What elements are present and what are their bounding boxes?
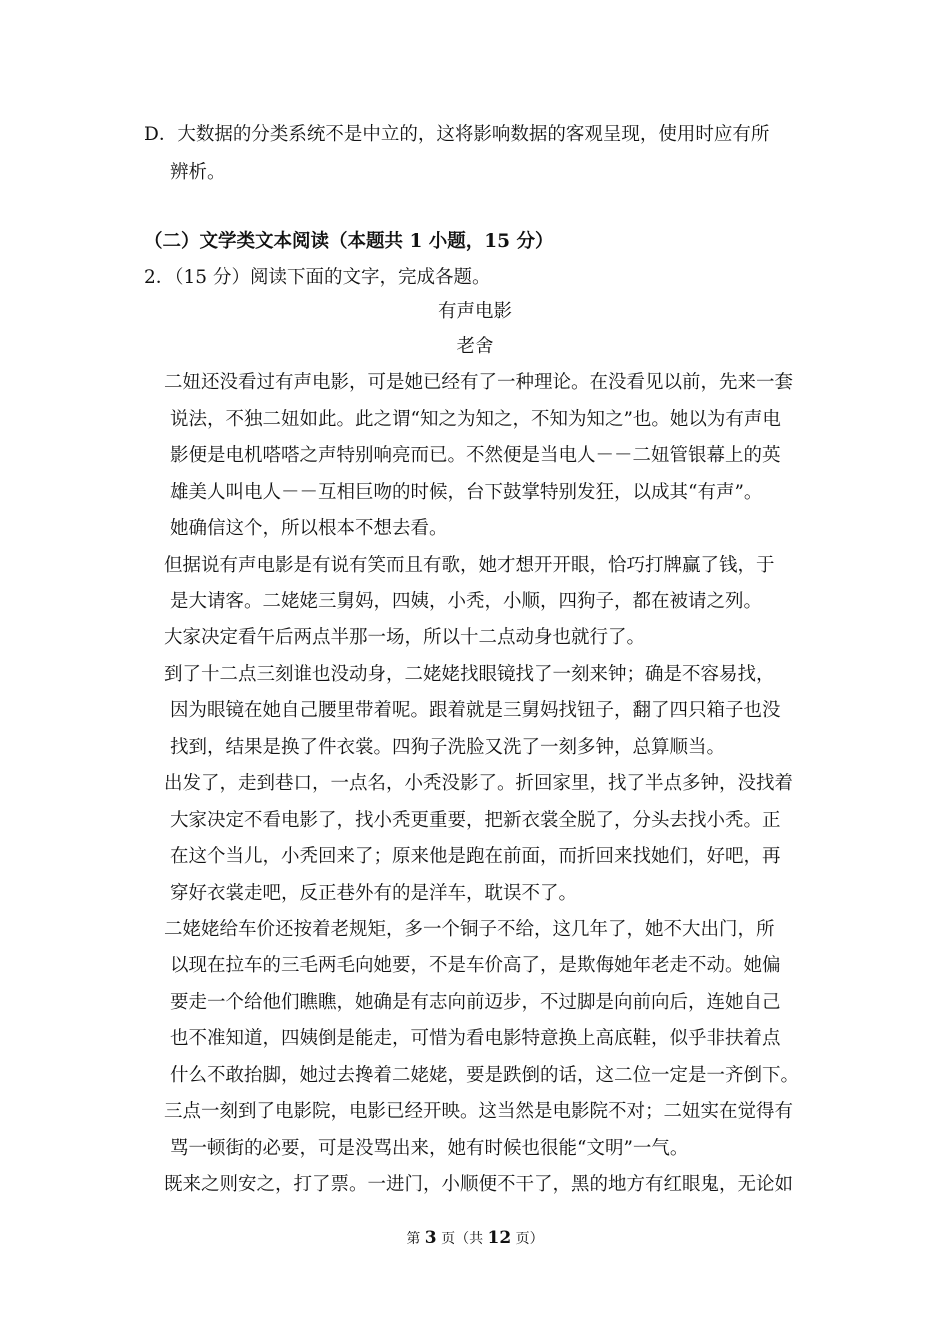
story-line: 既来之则安之，打了票。一进门，小顺便不干了，黑的地方有红眼鬼，无论如 xyxy=(164,1174,794,1195)
story-line: 要走一个给他们瞧瞧，她确是有志向前迈步，不过脚是向前向后，连她自己 xyxy=(170,992,781,1013)
story-line: 但据说有声电影是有说有笑而且有歌，她才想开开眼，恰巧打牌赢了钱，于 xyxy=(164,555,775,576)
footer-mid: 页（共 xyxy=(441,1231,484,1247)
story-line: 她确信这个，所以根本不想去看。 xyxy=(170,518,448,539)
story-line: 是大请客。二姥姥三舅妈，四姨，小秃，小顺，四狗子，都在被请之列。 xyxy=(170,591,763,612)
story-line: 因为眼镜在她自己腰里带着呢。跟着就是三舅妈找钮子，翻了四只箱子也没 xyxy=(170,700,781,721)
story-title: 有声电影 xyxy=(437,301,512,322)
story-line: 雄美人叫电人－－互相巨吻的时候，台下鼓掌特别发狂，以成其“有声”。 xyxy=(170,482,763,503)
story-line: 在这个当儿，小秃回来了；原来他是跑在前面，而折回来找她们，好吧，再 xyxy=(170,846,781,867)
footer-prefix: 第 xyxy=(406,1231,421,1247)
story-line: 二姥姥给车价还按着老规矩，多一个铜子不给，这几年了，她不大出门，所 xyxy=(164,919,775,940)
page-number: 3 xyxy=(424,1228,437,1248)
story-line: 什么不敢抬脚，她过去搀着二姥姥，要是跌倒的话，这二位一定是一齐倒下。 xyxy=(170,1065,800,1086)
option-d-line-1: D．大数据的分类系统不是中立的，这将影响数据的客观呈现，使用时应有所 xyxy=(144,124,770,145)
story-line: 出发了，走到巷口，一点名，小秃没影了。折回家里，找了半点多钟，没找着 xyxy=(164,773,794,794)
section-heading: （二）文学类文本阅读（本题共 1 小题，15 分） xyxy=(144,231,554,252)
story-line: 以现在拉车的三毛两毛向她要，不是车价高了，是欺侮她年老走不动。她偏 xyxy=(170,955,781,976)
story-line: 骂一顿街的必要，可是没骂出来，她有时候也很能“文明”一气。 xyxy=(170,1138,689,1159)
question-stem: 2．（15 分）阅读下面的文字，完成各题。 xyxy=(144,267,491,288)
story-line: 穿好衣裳走吧，反正巷外有的是洋车，耽误不了。 xyxy=(170,883,578,904)
page-footer xyxy=(0,1228,950,1249)
story-line: 影便是电机嗒嗒之声特别响亮而已。不然便是当电人－－二妞管银幕上的英 xyxy=(170,445,781,466)
story-line: 二妞还没看过有声电影，可是她已经有了一种理论。在没看见以前，先来一套 xyxy=(164,372,794,393)
story-line: 也不准知道，四姨倒是能走，可惜为看电影特意换上高底鞋，似乎非扶着点 xyxy=(170,1028,781,1049)
story-line: 找到，结果是换了件衣裳。四狗子洗脸又洗了一刻多钟，总算顺当。 xyxy=(170,737,726,758)
story-line: 说法，不独二妞如此。此之谓“知之为知之，不知为知之”也。她以为有声电 xyxy=(170,409,781,430)
story-line: 大家决定看午后两点半那一场，所以十二点动身也就行了。 xyxy=(164,627,646,648)
story-line: 大家决定不看电影了，找小秃更重要，把新衣裳全脱了，分头去找小秃。正 xyxy=(170,810,781,831)
story-author: 老舍 xyxy=(456,336,494,357)
story-line: 三点一刻到了电影院，电影已经开映。这当然是电影院不对；二妞实在觉得有 xyxy=(164,1101,794,1122)
story-line: 到了十二点三刻谁也没动身，二姥姥找眼镜找了一刻来钟；确是不容易找， xyxy=(164,664,775,685)
footer-suffix: 页） xyxy=(515,1231,544,1247)
page-total: 12 xyxy=(487,1228,512,1248)
option-d-line-2: 辨析。 xyxy=(170,162,226,183)
